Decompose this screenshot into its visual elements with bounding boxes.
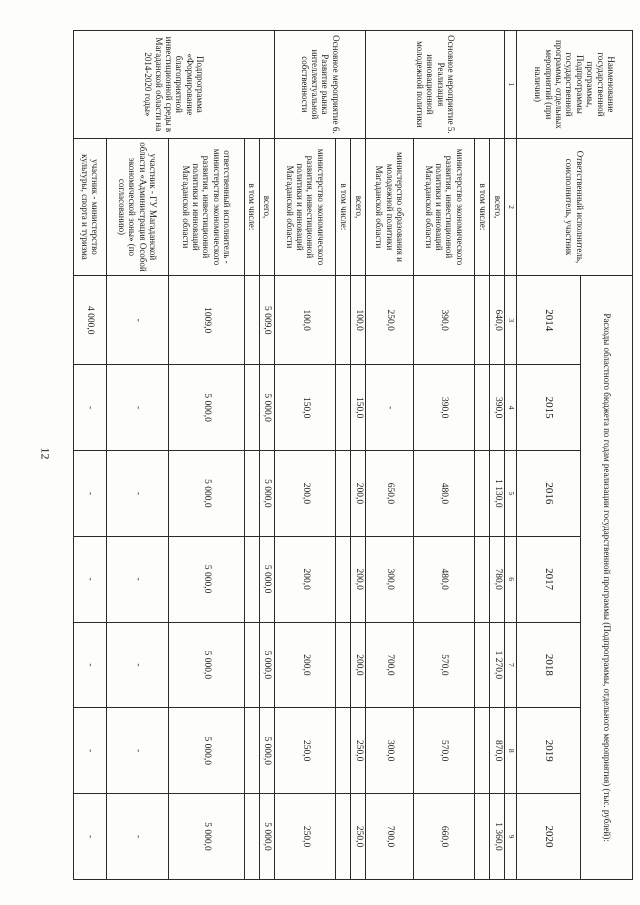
column-number: 3 (505, 276, 517, 365)
cell-value: 200,0 (274, 536, 336, 622)
cell-value: 4 000,0 (74, 276, 107, 365)
cell-value: 200,0 (274, 622, 336, 708)
cell-value: - (74, 451, 107, 537)
column-number: 4 (505, 365, 517, 451)
table-row (168, 31, 244, 880)
row-executor: участник - министерство культуры, спорта и туризма (74, 138, 107, 275)
cell-value: 700,0 (366, 622, 413, 708)
cell-value: - (74, 536, 107, 622)
cell-value (336, 708, 351, 794)
cell-value: 5 000,0 (259, 622, 274, 708)
cell-value (336, 365, 351, 451)
cell-value: 1 270,0 (490, 622, 505, 708)
row-executor: всего, (351, 138, 366, 275)
cell-value: 390,0 (413, 365, 475, 451)
row-executor: ответственный исполнитель - министерство экономического развития, инвестиционной политики и инноваций Магаданской области (168, 138, 244, 275)
cell-value: 300,0 (366, 536, 413, 622)
cell-value: 100,0 (351, 276, 366, 365)
cell-value (336, 622, 351, 708)
cell-value: 250,0 (274, 794, 336, 880)
row-executor: в том числе: (244, 138, 259, 275)
cell-value: 870,0 (490, 708, 505, 794)
cell-value: 100,0 (274, 276, 336, 365)
cell-value: 5 000,0 (259, 794, 274, 880)
column-number: 6 (505, 536, 517, 622)
page-number: 12 (38, 447, 53, 460)
cell-value (244, 536, 259, 622)
column-number: 2 (505, 138, 517, 275)
cell-value: 480,0 (413, 451, 475, 537)
cell-value: 5 000,0 (168, 622, 244, 708)
cell-value: 300,0 (366, 708, 413, 794)
cell-value: 1 130,0 (490, 451, 505, 537)
cell-value (475, 276, 490, 365)
cell-value (475, 794, 490, 880)
cell-value (475, 451, 490, 537)
cell-value: 650,0 (366, 451, 413, 537)
group-name: Основное мероприятие 6. Развитие рынка интеллектуальной собственности (274, 31, 366, 139)
header-year-2018: 2018 (517, 622, 581, 708)
row-executor: всего, (259, 138, 274, 275)
row-executor: министерство экономического развития, инвестиционной политики и инноваций Магаданской области (274, 138, 336, 275)
cell-value: 5 000,0 (168, 451, 244, 537)
budget-table (73, 30, 633, 880)
row-executor: всего, (490, 138, 505, 275)
cell-value (475, 536, 490, 622)
cell-value (244, 708, 259, 794)
cell-value: 640,0 (490, 276, 505, 365)
table-row (413, 31, 475, 880)
cell-value (336, 794, 351, 880)
cell-value: - (106, 451, 168, 537)
table-row (490, 31, 505, 880)
cell-value: - (106, 708, 168, 794)
budget-table-container (73, 30, 633, 880)
cell-value (336, 451, 351, 537)
row-executor: министерство образования и молодежной политики Магаданской области (366, 138, 413, 275)
column-number: 1 (505, 31, 517, 139)
row-executor: в том числе: (475, 138, 490, 275)
column-number: 7 (505, 622, 517, 708)
cell-value (244, 365, 259, 451)
cell-value: 250,0 (366, 276, 413, 365)
cell-value: 150,0 (274, 365, 336, 451)
cell-value: 700,0 (366, 794, 413, 880)
table-row (366, 31, 413, 880)
cell-value: - (106, 794, 168, 880)
cell-value (336, 276, 351, 365)
cell-value: 250,0 (351, 708, 366, 794)
cell-value: 5 000,0 (259, 708, 274, 794)
cell-value (475, 622, 490, 708)
table-row (259, 31, 274, 880)
cell-value: 5 000,0 (259, 536, 274, 622)
cell-value: - (366, 365, 413, 451)
table-row (351, 31, 366, 880)
cell-value: 1009,0 (168, 276, 244, 365)
cell-value: 780,0 (490, 536, 505, 622)
cell-value: - (74, 794, 107, 880)
cell-value: 150,0 (351, 365, 366, 451)
cell-value: 5 000,0 (168, 365, 244, 451)
cell-value: - (106, 365, 168, 451)
cell-value (244, 794, 259, 880)
cell-value: 200,0 (274, 451, 336, 537)
column-number: 8 (505, 708, 517, 794)
cell-value: 480,0 (413, 536, 475, 622)
cell-value: 200,0 (351, 622, 366, 708)
row-executor: участник - ГУ Магаданской области «Администрация Особой экономической зоны» (по согласованию) (106, 138, 168, 275)
cell-value: 250,0 (274, 708, 336, 794)
header-year-2019: 2019 (517, 708, 581, 794)
header-year-2015: 2015 (517, 365, 581, 451)
cell-value: 5 000,0 (259, 451, 274, 537)
group-name: Основное мероприятие 5. Реализация инновационной молодежной политики (366, 31, 505, 139)
column-number: 5 (505, 451, 517, 537)
cell-value: 5 000,0 (168, 794, 244, 880)
header-year-2016: 2016 (517, 451, 581, 537)
cell-value: 5 000,0 (259, 365, 274, 451)
cell-value (244, 451, 259, 537)
cell-value (475, 365, 490, 451)
cell-value: 390,0 (490, 365, 505, 451)
table-row (74, 31, 107, 880)
column-number: 9 (505, 794, 517, 880)
header-executor-column: Ответственный исполнитель, соисполнитель, участник (517, 138, 633, 275)
cell-value (336, 536, 351, 622)
group-name: Подпрограмма «Формирование благоприятной инвестиционной среды в Магаданской области на 2014-2020 годы» (74, 31, 275, 139)
row-executor: министерство экономического развития, инвестиционной политики и инноваций Магаданской области (413, 138, 475, 275)
cell-value: - (106, 276, 168, 365)
table-row (274, 31, 336, 880)
cell-value: 390,0 (413, 276, 475, 365)
header-name-column: Наименование государственной программы, Подпрограммы государственной программы, отдельных мероприятий (при наличии) (517, 31, 633, 139)
cell-value: - (106, 622, 168, 708)
cell-value: 5 009,0 (259, 276, 274, 365)
cell-value: 5 000,0 (168, 708, 244, 794)
table-row (106, 31, 168, 880)
cell-value: 660,0 (413, 794, 475, 880)
header-year-2014: 2014 (517, 276, 581, 365)
cell-value: 1 360,0 (490, 794, 505, 880)
cell-value: - (74, 365, 107, 451)
table-row (475, 31, 490, 880)
cell-value (244, 276, 259, 365)
cell-value: - (74, 622, 107, 708)
cell-value (475, 708, 490, 794)
cell-value (244, 622, 259, 708)
cell-value: 250,0 (351, 794, 366, 880)
row-executor: в том числе: (336, 138, 351, 275)
cell-value: 570,0 (413, 622, 475, 708)
cell-value: 5 000,0 (168, 536, 244, 622)
cell-value: - (106, 536, 168, 622)
table-row (244, 31, 259, 880)
header-expenses-title: Расходы областного бюджета по годам реализации государственной программы (Подпрограммы, отдельного мероприятия) (тыс. рублей): (581, 276, 633, 880)
cell-value: - (74, 708, 107, 794)
header-year-2020: 2020 (517, 794, 581, 880)
header-year-2017: 2017 (517, 536, 581, 622)
table-row (336, 31, 351, 880)
cell-value: 200,0 (351, 451, 366, 537)
cell-value: 200,0 (351, 536, 366, 622)
cell-value: 570,0 (413, 708, 475, 794)
